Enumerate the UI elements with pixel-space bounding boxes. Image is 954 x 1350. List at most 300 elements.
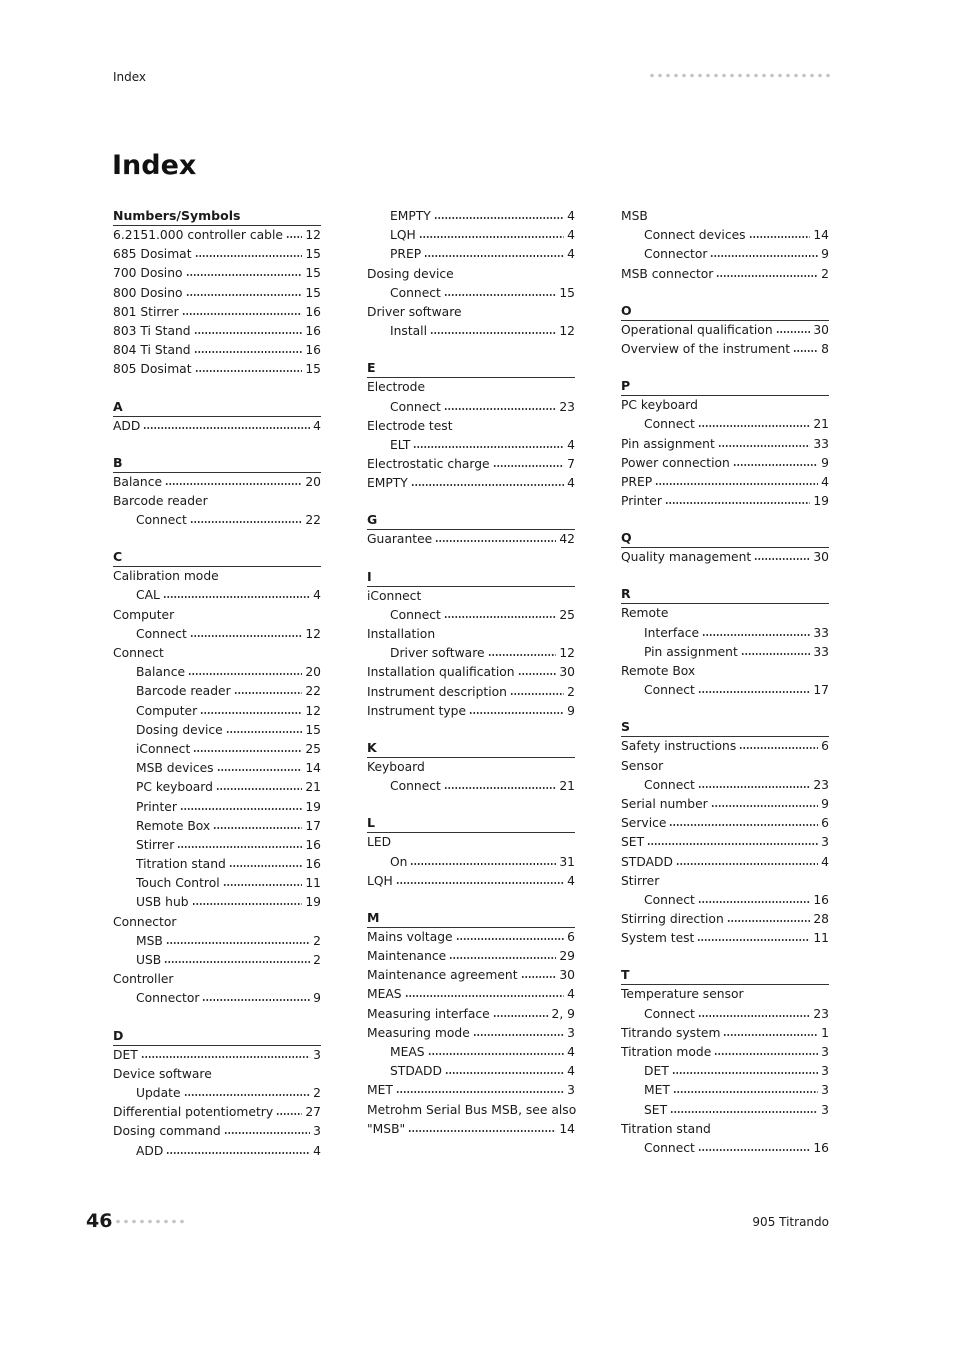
index-term: SET: [644, 1102, 668, 1117]
index-term: STDADD: [390, 1064, 442, 1079]
index-entry: [113, 970, 321, 989]
index-page-ref: 3: [821, 835, 829, 850]
index-subentry: [113, 663, 321, 682]
index-term: Update: [136, 1085, 181, 1100]
dot-leader: [190, 634, 302, 638]
dot-leader: [419, 235, 564, 239]
index-term: Keyboard: [367, 759, 425, 774]
index-term: LQH: [390, 228, 416, 243]
dot-leader: [727, 919, 811, 923]
dot-leader: [165, 482, 302, 486]
index-page-ref: 15: [559, 285, 575, 300]
index-page-ref: 15: [305, 266, 321, 281]
index-subentry: [113, 932, 321, 951]
index-term: LQH: [367, 873, 393, 888]
index-term: Pin assignment: [644, 644, 738, 659]
index-term: Barcode reader: [136, 684, 231, 699]
dot-leader: [698, 785, 810, 789]
index-term: Connect devices: [644, 228, 746, 243]
index-entry: [621, 473, 829, 492]
index-page-ref: 4: [313, 1143, 321, 1158]
index-entry: [113, 1046, 321, 1065]
dot-leader: [182, 312, 303, 316]
index-page-ref: 2: [567, 684, 575, 699]
index-entry: [367, 474, 575, 493]
index-page-ref: 6: [821, 816, 829, 831]
index-page-ref: 19: [305, 799, 321, 814]
index-entry: [113, 606, 321, 625]
index-term: MSB connector: [621, 266, 714, 281]
index-entry: [113, 473, 321, 492]
index-section: [367, 568, 575, 721]
index-entry: [367, 587, 575, 606]
index-page-ref: 2, 9: [551, 1006, 575, 1021]
index-section: [367, 739, 575, 796]
index-term: Connect: [390, 285, 441, 300]
index-page-ref: 15: [305, 285, 321, 300]
running-header-label: Index: [113, 70, 147, 84]
index-page-ref: 19: [305, 895, 321, 910]
index-term: iConnect: [136, 741, 191, 756]
index-entry: [621, 207, 829, 226]
index-section: [367, 207, 575, 341]
index-entry: [367, 663, 575, 682]
index-page-ref: 29: [559, 949, 575, 964]
index-subentry: [367, 245, 575, 264]
index-term: Operational qualification: [621, 322, 773, 337]
dot-leader: [711, 804, 818, 808]
index-page-ref: 11: [305, 876, 321, 891]
index-term: Connect: [644, 1006, 695, 1021]
dot-leader: [493, 1014, 549, 1018]
dot-leader: [716, 274, 818, 278]
dot-leader: [469, 711, 564, 715]
index-page-ref: 4: [567, 209, 575, 223]
index-term: 800 Dosino: [113, 285, 183, 300]
dot-leader: [434, 216, 564, 220]
dot-leader: [444, 615, 556, 619]
index-term: Electrode test: [367, 418, 453, 433]
index-term: PREP: [390, 247, 422, 262]
index-entry: [113, 913, 321, 932]
index-subentry: [113, 778, 321, 797]
index-page-ref: 30: [813, 550, 829, 565]
dot-leader: [190, 520, 302, 524]
index-page-ref: 3: [313, 1047, 321, 1062]
index-page-ref: 22: [305, 513, 321, 528]
index-page-ref: 30: [559, 968, 575, 983]
index-term: 803 Ti Stand: [113, 323, 191, 338]
index-section: [113, 1027, 321, 1161]
index-page-ref: 12: [305, 626, 321, 641]
index-page-ref: 2: [313, 933, 321, 948]
index-entry: [621, 1043, 829, 1062]
index-page-ref: 4: [313, 418, 321, 433]
dot-leader: [396, 1090, 564, 1094]
footer-decorative-dots: [114, 1218, 184, 1225]
dot-leader: [216, 787, 302, 791]
index-term: USB hub: [136, 895, 189, 910]
index-term: Overview of the instrument: [621, 341, 791, 356]
dot-leader: [793, 349, 818, 353]
index-term: Connector: [136, 991, 200, 1006]
index-entry: [621, 985, 829, 1004]
dot-leader: [195, 369, 303, 373]
index-page-ref: 3: [313, 1124, 321, 1139]
index-term: Pin assignment: [621, 436, 715, 451]
index-letter-heading: E: [367, 359, 575, 378]
index-letter-heading: P: [621, 377, 829, 396]
index-section: [113, 454, 321, 531]
index-term: Sensor: [621, 758, 664, 773]
dot-leader: [192, 902, 303, 906]
index-entry: [621, 454, 829, 473]
dot-leader: [702, 633, 810, 637]
index-subentry: [113, 586, 321, 605]
dot-leader: [410, 862, 556, 866]
dot-leader: [741, 652, 811, 656]
index-subentry: [367, 398, 575, 417]
index-subentry: [367, 853, 575, 872]
index-page-ref: 6: [821, 739, 829, 754]
dot-leader: [213, 826, 302, 830]
index-page-ref: 4: [567, 987, 575, 1002]
dot-leader: [428, 1052, 565, 1056]
index-page-ref: 12: [559, 324, 575, 339]
index-page-ref: 15: [305, 722, 321, 737]
index-term: Temperature sensor: [621, 987, 744, 1002]
index-term: MEAS: [390, 1045, 425, 1059]
index-subentry: [367, 226, 575, 245]
index-section: [367, 814, 575, 891]
dot-leader: [188, 672, 302, 676]
dot-leader: [166, 1151, 310, 1155]
index-subentry: [621, 1081, 829, 1100]
dot-leader: [200, 711, 302, 715]
index-term: Maintenance agreement: [367, 968, 518, 983]
index-term: Device software: [113, 1066, 212, 1081]
index-page-ref: 3: [821, 1102, 829, 1117]
dot-leader: [396, 881, 564, 885]
dot-leader: [166, 941, 310, 945]
index-letter-heading: T: [621, 966, 829, 985]
index-entry: [621, 548, 829, 567]
index-letter-heading: Numbers/Symbols: [113, 207, 321, 226]
index-page-ref: 21: [305, 780, 321, 795]
index-entry: [113, 322, 321, 341]
index-entry: [367, 833, 575, 852]
index-entry: [621, 929, 829, 948]
index-page-ref: 7: [567, 457, 575, 472]
index-page-ref: 14: [305, 761, 321, 776]
index-page-ref: 3: [567, 1025, 575, 1040]
index-subentry: [621, 891, 829, 910]
dot-leader: [669, 823, 818, 827]
dot-leader: [141, 1055, 310, 1059]
index-subentry: [113, 836, 321, 855]
dot-leader: [518, 672, 557, 676]
index-page-ref: 15: [305, 247, 321, 262]
index-term: MSB: [621, 209, 648, 223]
index-entry: [621, 265, 829, 284]
index-page-ref: 3: [567, 1083, 575, 1098]
index-term: Connect: [390, 399, 441, 414]
index-page-ref: 4: [567, 247, 575, 262]
dot-leader: [473, 1033, 564, 1037]
index-term: Instrument description: [367, 684, 507, 699]
index-term: ELT: [390, 437, 411, 452]
index-subentry: [113, 740, 321, 759]
index-term: Maintenance: [367, 949, 447, 964]
index-page-ref: 16: [305, 323, 321, 338]
index-entry: [113, 1122, 321, 1141]
dot-leader: [202, 998, 310, 1002]
index-page-ref: 23: [813, 1006, 829, 1021]
index-page-ref: 16: [305, 304, 321, 319]
index-page-ref: 23: [813, 777, 829, 792]
index-subentry: [621, 681, 829, 700]
dot-leader: [714, 1052, 818, 1056]
index-term: Power connection: [621, 455, 730, 470]
index-letter-heading: L: [367, 814, 575, 833]
dot-leader: [673, 1090, 818, 1094]
index-section: [621, 377, 829, 511]
index-entry: [113, 1065, 321, 1084]
header-decorative-dots: [648, 72, 830, 79]
index-entry: [621, 1120, 829, 1139]
index-entry: [113, 303, 321, 322]
index-subentry: [113, 1084, 321, 1103]
index-term: Instrument type: [367, 703, 467, 718]
index-page-ref: 4: [821, 854, 829, 869]
index-term: 6.2151.000 controller cable: [113, 228, 283, 242]
index-entry: [367, 947, 575, 966]
dot-leader: [234, 691, 303, 695]
index-page-ref: 31: [559, 854, 575, 869]
index-term: "MSB": [367, 1121, 406, 1136]
index-term: Connect: [136, 513, 187, 528]
index-column-3: [621, 207, 829, 1176]
index-section: [621, 966, 829, 1158]
index-entry: [113, 245, 321, 264]
index-entry: [621, 396, 829, 415]
index-entry: [113, 284, 321, 303]
index-term: Computer: [113, 607, 175, 622]
index-term: MSB devices: [136, 761, 214, 776]
index-page-ref: 4: [567, 476, 575, 491]
index-entry: [367, 265, 575, 284]
index-entry: [367, 1005, 575, 1024]
index-entry: [367, 683, 575, 702]
index-entry: [621, 662, 829, 681]
index-term: 805 Dosimat: [113, 362, 192, 377]
index-term: Touch Control: [136, 876, 220, 891]
index-term: LED: [367, 835, 392, 850]
dot-leader: [435, 539, 556, 543]
dot-leader: [698, 690, 810, 694]
dot-leader: [710, 254, 818, 258]
index-entry: [621, 435, 829, 454]
index-column-1: [113, 207, 321, 1179]
index-page-ref: 42: [559, 532, 575, 547]
index-entry: [621, 757, 829, 776]
index-page-ref: 21: [559, 779, 575, 794]
index-term: Titration stand: [621, 1121, 711, 1136]
dot-leader: [776, 330, 811, 334]
index-entry: [621, 910, 829, 929]
index-entry: [113, 417, 321, 436]
index-page-ref: 3: [821, 1083, 829, 1098]
index-section: [621, 718, 829, 948]
dot-leader: [444, 407, 556, 411]
index-term: System test: [621, 931, 695, 946]
dot-leader: [143, 426, 310, 430]
index-entry: [367, 378, 575, 397]
index-section: [113, 398, 321, 436]
index-entry: [621, 340, 829, 359]
dot-leader: [193, 749, 302, 753]
index-term: Serial number: [621, 796, 708, 811]
index-term: Connect: [644, 683, 695, 698]
dot-leader: [445, 1071, 564, 1075]
index-entry: [621, 321, 829, 340]
dot-leader: [177, 845, 302, 849]
index-term: Mains voltage: [367, 929, 453, 944]
index-letter-heading: K: [367, 739, 575, 758]
index-entry: [113, 341, 321, 360]
index-page-ref: 4: [567, 1064, 575, 1079]
index-entry: [621, 604, 829, 623]
index-letter-heading: A: [113, 398, 321, 417]
index-letter-heading: M: [367, 909, 575, 928]
index-page-ref: 22: [305, 684, 321, 699]
index-term: Computer: [136, 703, 198, 718]
index-page-ref: 4: [567, 1045, 575, 1059]
index-subentry: [367, 777, 575, 796]
index-page-ref: 17: [305, 818, 321, 833]
index-entry: [367, 966, 575, 985]
index-term: PC keyboard: [621, 398, 698, 413]
footer-product-name: 905 Titrando: [752, 1215, 829, 1229]
index-page-ref: 9: [567, 703, 575, 718]
dot-leader: [217, 768, 303, 772]
dot-leader: [408, 1129, 556, 1133]
index-subentry: [621, 1062, 829, 1081]
index-term: Printer: [136, 799, 177, 814]
index-subentry: [367, 606, 575, 625]
index-page-ref: 25: [559, 607, 575, 622]
index-term: Connect: [644, 417, 695, 432]
index-term: ADD: [136, 1143, 164, 1158]
index-term: Install: [390, 324, 428, 339]
index-letter-heading: R: [621, 585, 829, 604]
index-entry: [113, 644, 321, 663]
index-subentry: [113, 682, 321, 701]
index-section: [113, 548, 321, 1008]
dot-leader: [754, 557, 810, 561]
index-term: Installation qualification: [367, 665, 515, 680]
index-term: Balance: [113, 474, 163, 489]
index-entry: [113, 492, 321, 511]
index-subentry: [113, 721, 321, 740]
index-page-ref: 4: [567, 873, 575, 888]
index-section: [621, 585, 829, 700]
dot-leader: [456, 937, 565, 941]
index-page-ref: 9: [313, 991, 321, 1006]
index-column-2: [367, 207, 575, 1157]
index-subentry: [621, 245, 829, 264]
index-term: Electrostatic charge: [367, 457, 490, 472]
index-section: [621, 207, 829, 284]
index-subentry: [621, 226, 829, 245]
index-page-ref: 3: [821, 1045, 829, 1059]
index-section: [113, 207, 321, 380]
index-subentry: [621, 776, 829, 795]
index-term: Measuring mode: [367, 1025, 470, 1040]
index-term: Dosing command: [113, 1124, 221, 1139]
index-page-ref: 28: [813, 912, 829, 927]
index-page-ref: 30: [813, 322, 829, 337]
index-term: Stirrer: [136, 837, 175, 852]
index-term: iConnect: [367, 588, 422, 603]
dot-leader: [444, 293, 556, 297]
index-page-ref: 9: [821, 247, 829, 262]
dot-leader: [697, 938, 810, 942]
dot-leader: [430, 331, 556, 335]
page-title: Index: [112, 150, 197, 181]
index-term: SET: [621, 835, 645, 850]
index-letter-heading: S: [621, 718, 829, 737]
index-subentry: [367, 644, 575, 663]
index-subentry: [113, 874, 321, 893]
index-page-ref: 6: [567, 929, 575, 944]
index-page-ref: 16: [813, 1140, 829, 1155]
index-term: Measuring interface: [367, 1006, 490, 1021]
index-term: DET: [644, 1064, 669, 1079]
index-term: Electrode: [367, 380, 426, 395]
index-page-ref: 16: [305, 857, 321, 872]
index-entry: [621, 737, 829, 756]
index-term: Connector: [644, 247, 708, 262]
index-page-ref: 20: [305, 474, 321, 489]
index-term: Balance: [136, 665, 186, 680]
dot-leader: [493, 464, 565, 468]
dot-leader: [723, 1033, 818, 1037]
index-term: Connect: [113, 646, 164, 660]
dot-leader: [698, 900, 810, 904]
index-subentry: [113, 511, 321, 530]
index-term: MSB: [136, 933, 163, 948]
dot-leader: [665, 501, 810, 505]
index-subentry: [113, 1142, 321, 1161]
index-entry: [113, 264, 321, 283]
dot-leader: [698, 1148, 810, 1152]
index-page-ref: 11: [813, 931, 829, 946]
index-term: Titrando system: [621, 1025, 721, 1040]
dot-leader: [672, 1071, 818, 1075]
index-entry: [367, 928, 575, 947]
index-section: [621, 302, 829, 359]
index-entry: [367, 303, 575, 322]
index-entry: [621, 1024, 829, 1043]
index-letter-heading: I: [367, 568, 575, 587]
index-term: 700 Dosino: [113, 266, 183, 281]
index-page-ref: 33: [813, 644, 829, 659]
index-term: Stirring direction: [621, 912, 724, 927]
index-subentry: [367, 1062, 575, 1081]
index-page-ref: 14: [559, 1121, 575, 1136]
dot-leader: [449, 956, 556, 960]
